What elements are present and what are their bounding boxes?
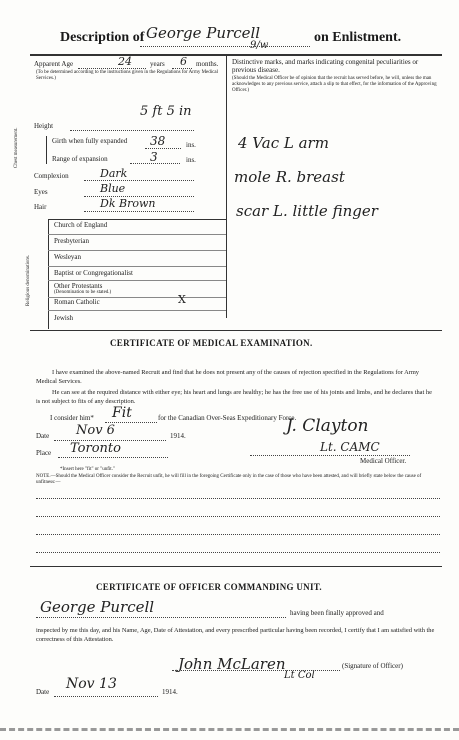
footnote-note: NOTE.—Should the Medical Officer consider the Recruit unfit, he will fill in the foregoing Certificate only in the case of those who have been attested, and will briefly state below the cause of unfitness:— [36, 474, 422, 485]
height-line [70, 130, 194, 131]
officer-date-line [54, 696, 158, 697]
chest-girth-value: 38 [150, 134, 166, 148]
age-years-line [78, 68, 146, 69]
religion-row-rule [48, 280, 226, 281]
medical-signature: J. Clayton [286, 416, 369, 436]
consider-suffix: for the Canadian Over-Seas Expeditionary Force. [158, 414, 297, 422]
chest-girth-label: Girth when fully expanded [52, 137, 128, 145]
medical-para-2: He can see at the required distance with either eye; his heart and lungs are healthy; he has the free use of his joints and limbs, and he declares that he is not subject to fits of any description. [36, 389, 432, 405]
age-years-value: 24 [118, 55, 132, 68]
chest-girth-line [145, 148, 181, 149]
reference-handwritten: 9/w [250, 40, 269, 51]
marks-line-3: scar L. little finger [236, 202, 378, 220]
distinctive-marks-heading: Distinctive marks, and marks indicating congenital peculiarities or previous disease. [232, 58, 419, 74]
hair-value: Dk Brown [100, 197, 156, 210]
religion-row-rule [48, 310, 226, 311]
unfitness-line-2 [36, 516, 440, 517]
medical-officer-label: Medical Officer. [360, 457, 407, 465]
medical-date-value: Nov 6 [76, 423, 115, 438]
religion-side-label: Religious denominations. [26, 254, 31, 306]
consider-value: Fit [112, 405, 132, 421]
medical-signature-rank: Lt. CAMC [320, 440, 380, 454]
religion-wesleyan: Wesleyan [54, 253, 82, 261]
eyes-value: Blue [100, 182, 126, 195]
consider-prefix: I consider him* [50, 414, 94, 422]
officer-signature-line [172, 670, 340, 671]
eyes-label: Eyes [34, 188, 48, 196]
officer-signature-rank: Lt Col [284, 670, 315, 681]
officer-recruit-name: George Purcell [40, 598, 155, 616]
title-name-line [140, 46, 310, 47]
medical-para-1: I have examined the above-named Recruit and find that he does not present any of the causes of rejection specified in the Regulations for Army Medical Services. [36, 369, 419, 385]
recruit-name-handwritten: George Purcell [146, 24, 261, 42]
religion-top-rule [48, 219, 226, 220]
expansion-label: Range of expansion [52, 155, 108, 163]
chest-bracket [46, 136, 47, 164]
religion-jewish: Jewish [54, 314, 74, 322]
apparent-age-label: Apparent Age [34, 60, 74, 68]
marks-line-1: 4 Vac L arm [238, 134, 329, 152]
officer-date-value: Nov 13 [66, 676, 117, 692]
religion-bracket [48, 219, 49, 329]
marks-line-2: mole R. breast [234, 168, 345, 186]
age-months-line [172, 68, 192, 69]
hair-label: Hair [34, 203, 47, 211]
officer-line1-suffix: having been finally approved and [290, 609, 384, 617]
officer-para: inspected by me this day, and his Name, Age, Date of Attestation, and every prescribed particular having been recorded, I certify that I am satisfied with the correctness of this Attestation. [36, 627, 435, 643]
header-rule [30, 54, 442, 56]
section-rule-1 [30, 330, 442, 331]
place-label: Place [36, 449, 52, 457]
roman-catholic-mark: X [178, 293, 186, 306]
medical-date-label: Date [36, 432, 50, 440]
officer-name-line [36, 617, 286, 618]
expansion-ins-label: ins. [186, 156, 196, 164]
officer-signature-label: (Signature of Officer) [342, 662, 403, 670]
complexion-value: Dark [100, 167, 128, 180]
medical-signature-line [250, 455, 410, 456]
medical-heading: CERTIFICATE OF MEDICAL EXAMINATION. [110, 338, 313, 348]
title-left: Description of [60, 30, 145, 45]
medical-year-label: 1914. [170, 432, 186, 440]
chest-side-label: Chest measurement. [14, 127, 19, 168]
religion-baptist: Baptist or Congregationalist [54, 269, 133, 277]
religion-roman-catholic: Roman Catholic [54, 298, 100, 306]
officer-signature: John McLaren [178, 655, 286, 673]
height-label: Height [34, 122, 54, 130]
panel-divider [226, 56, 227, 318]
religion-church-of-england: Church of England [54, 221, 108, 229]
footnote-star: *Insert here "fit" or "unfit." [60, 467, 115, 472]
other-protestants-note: (Denomination to be stated.) [54, 290, 112, 295]
unfitness-line-4 [36, 552, 440, 553]
hair-line [84, 211, 194, 212]
place-line [58, 457, 168, 458]
title-right: on Enlistment. [314, 30, 402, 45]
distinctive-marks-note: (Should the Medical Officer be of opinion that the recruit has served before, he will, unless the man acknowledges to any previous service, attach a slip to that effect, for the information of the Approving Officer.) [232, 76, 437, 93]
years-label: years [150, 60, 165, 68]
age-note: (To be determined according to the instructions given in the Regulations for Army Medical Services.) [36, 70, 218, 81]
religion-other-protestants: Other Protestants [54, 282, 103, 290]
officer-heading: CERTIFICATE OF OFFICER COMMANDING UNIT. [96, 582, 322, 592]
religion-presbyterian: Presbyterian [54, 237, 89, 245]
expansion-value: 3 [150, 150, 158, 164]
section-rule-2 [30, 566, 442, 567]
complexion-label: Complexion [34, 172, 69, 180]
expansion-line [130, 163, 180, 164]
religion-row-rule [48, 234, 226, 235]
chest-ins-label: ins. [186, 141, 196, 149]
officer-date-label: Date [36, 688, 50, 696]
unfitness-line-1 [36, 498, 440, 499]
months-label: months. [196, 60, 219, 68]
complexion-line [84, 180, 194, 181]
age-months-value: 6 [180, 55, 187, 68]
unfitness-line-3 [36, 534, 440, 535]
religion-row-rule [48, 266, 226, 267]
place-value: Toronto [70, 441, 121, 456]
religion-row-rule [48, 250, 226, 251]
officer-year-label: 1914. [162, 688, 178, 696]
height-value: 5 ft 5 in [140, 104, 192, 119]
bottom-edge [0, 728, 459, 731]
